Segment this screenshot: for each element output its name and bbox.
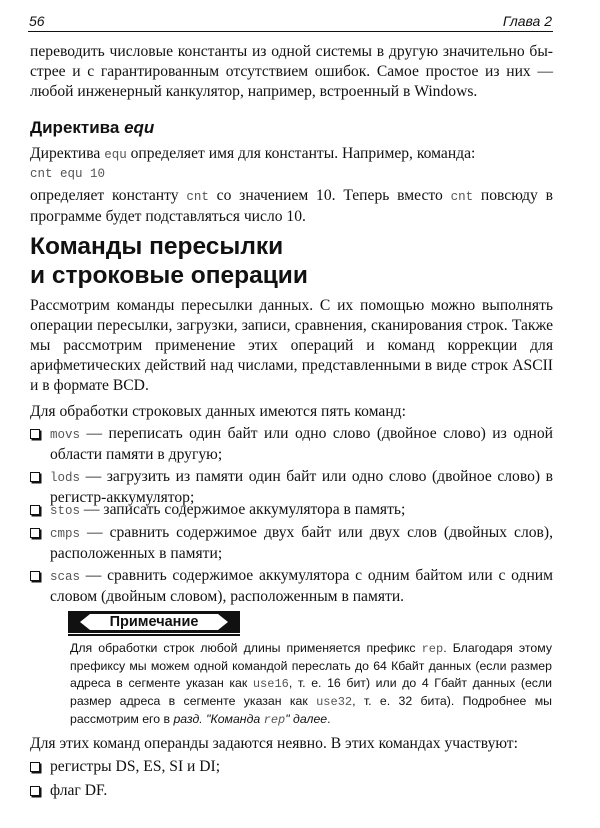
inline-code: equ <box>104 148 127 162</box>
note-rule <box>68 634 240 636</box>
section-title: Команды пересылки и строковые операции <box>30 233 308 289</box>
checkbox-bullet-icon <box>30 786 40 796</box>
section-reference: разд. "Команда rep" далее <box>173 712 328 727</box>
operands-intro: Для этих команд операнды задаются неявно. В этих командах участвуют: <box>30 735 518 752</box>
equ-description: Директива equ определяет имя для константы. Например, команда: <box>30 145 476 162</box>
code-example: cnt equ 10 <box>30 167 106 181</box>
command-code: stos <box>50 504 81 518</box>
inline-code: use32 <box>316 695 353 709</box>
checkbox-bullet-icon <box>30 472 40 482</box>
intro-line: стрее и с гарантированным отсутствием ошибок. Самое простое из них — <box>30 63 553 80</box>
note-text: Для обработки строк любой длины применяется префикс rep. Благодаря этому префиксу мы можем одной командой переслать до 64 Кбайт данных (если размер адреса в сегменте указан как use16, т. е. 16 бит) или до 4 Гбайт данных (если размер адреса в сегменте указан как use32, т. е. 32 бита). Подробнее мы рассмотрим его в разд. "Команда rep" далее. <box>70 641 553 727</box>
checkbox-bullet-icon <box>30 762 40 772</box>
intro-line: переводить числовые константы из одной системы в другую значительно бы- <box>30 43 553 60</box>
command-code: cmps <box>50 527 81 541</box>
inline-code: cnt <box>186 190 209 204</box>
note-banner <box>68 611 240 633</box>
command-code: lods <box>50 471 81 485</box>
page-number: 56 <box>29 13 45 29</box>
note-label: Примечание <box>109 614 199 630</box>
list-intro: Для обработки строковых данных имеются пять команд: <box>30 403 406 420</box>
intro-paragraph <box>30 42 553 102</box>
equ-explanation: определяет константу cnt со значением 10. Теперь вместо cnt повсюду в программе будет подставляться число 10. <box>30 187 553 225</box>
chapter-label: Глава 2 <box>502 13 552 29</box>
section-paragraph: Рассмотрим команды пересылки данных. С их помощью можно выполнять операции пересылки, загрузки, записи, сравнения, сканирования строк. Также мы рассмотрим применение этих операций и команд коррекции для арифметических действий над числами, представленными в виде строк ASCII и в формате BCD. <box>30 297 553 394</box>
inline-code: rep <box>421 642 444 656</box>
checkbox-bullet-icon <box>30 429 40 439</box>
intro-line: любой инженерный канкулятор, например, встроенный в Windows. <box>30 83 478 100</box>
inline-code: use16 <box>252 677 289 691</box>
equ-heading: Директива equ <box>30 118 155 137</box>
book-page: 56 Глава 2 переводить числовые константы из одной системы в другую значительно бы- стрее и с гарантированным отсутствием ошибок. Самое простое из них — любой инженерный канкулятор, например, встроенный в Windows. Директива equ Директива equ определяет имя для константы. Например, команда: cnt equ 10 определяет константу cnt со значением 10. Теперь вместо cnt повсюду в программе будет подставляться число 10. Команды пересылки и строковые операции Рассмотрим команды пересылки данных. С их помощью можно выполнять операции пересылки, загрузки, записи, сравнения, сканирования строк. Также мы рассмотрим применение этих операций и команд коррекции для арифметических действий над числами, представленными в виде строк ASCII и в формате BCD. Для обработки строковых данных имеются пять команд: movs — переписать один байт или одно слово (двойное слово) из одной области памяти в другую; lods — загрузить из памяти один байт или одно слово (двойное слово) в регистр-аккумулятор; stos — записать содержимое аккумулятора в память; cmps — сравнить содержимое двух байт или двух слов (двойных слов), расположенных в памяти; scas — сравнить содержимое аккумулятора с одним байтом или с одним словом (двойным словом), расположенным в памяти. Примечание Для обработки строк любой длины применяется префикс rep. Благодаря этому префиксу мы можем одной командой переслать до 64 Кбайт данных (если размер адреса в сегменте указан как use16, т. е. 16 бит) или до 4 Гбайт данных (если размер адреса в сегменте указан как use32, т. е. 32 бита). Подробнее мы рассмотрим его в разд. "Команда rep" далее. Для этих команд операнды задаются неявно. В этих командах участвуют: регистры DS, ES, SI и DI; флаг DF. <box>29 13 553 799</box>
command-code: scas <box>50 570 81 584</box>
checkbox-bullet-icon <box>30 505 40 515</box>
running-header <box>28 12 553 32</box>
checkbox-bullet-icon <box>30 571 40 581</box>
inline-code: cnt <box>450 190 474 204</box>
checkbox-bullet-icon <box>30 528 40 538</box>
command-code: movs <box>50 428 81 442</box>
equ-heading-code: equ <box>124 118 155 137</box>
